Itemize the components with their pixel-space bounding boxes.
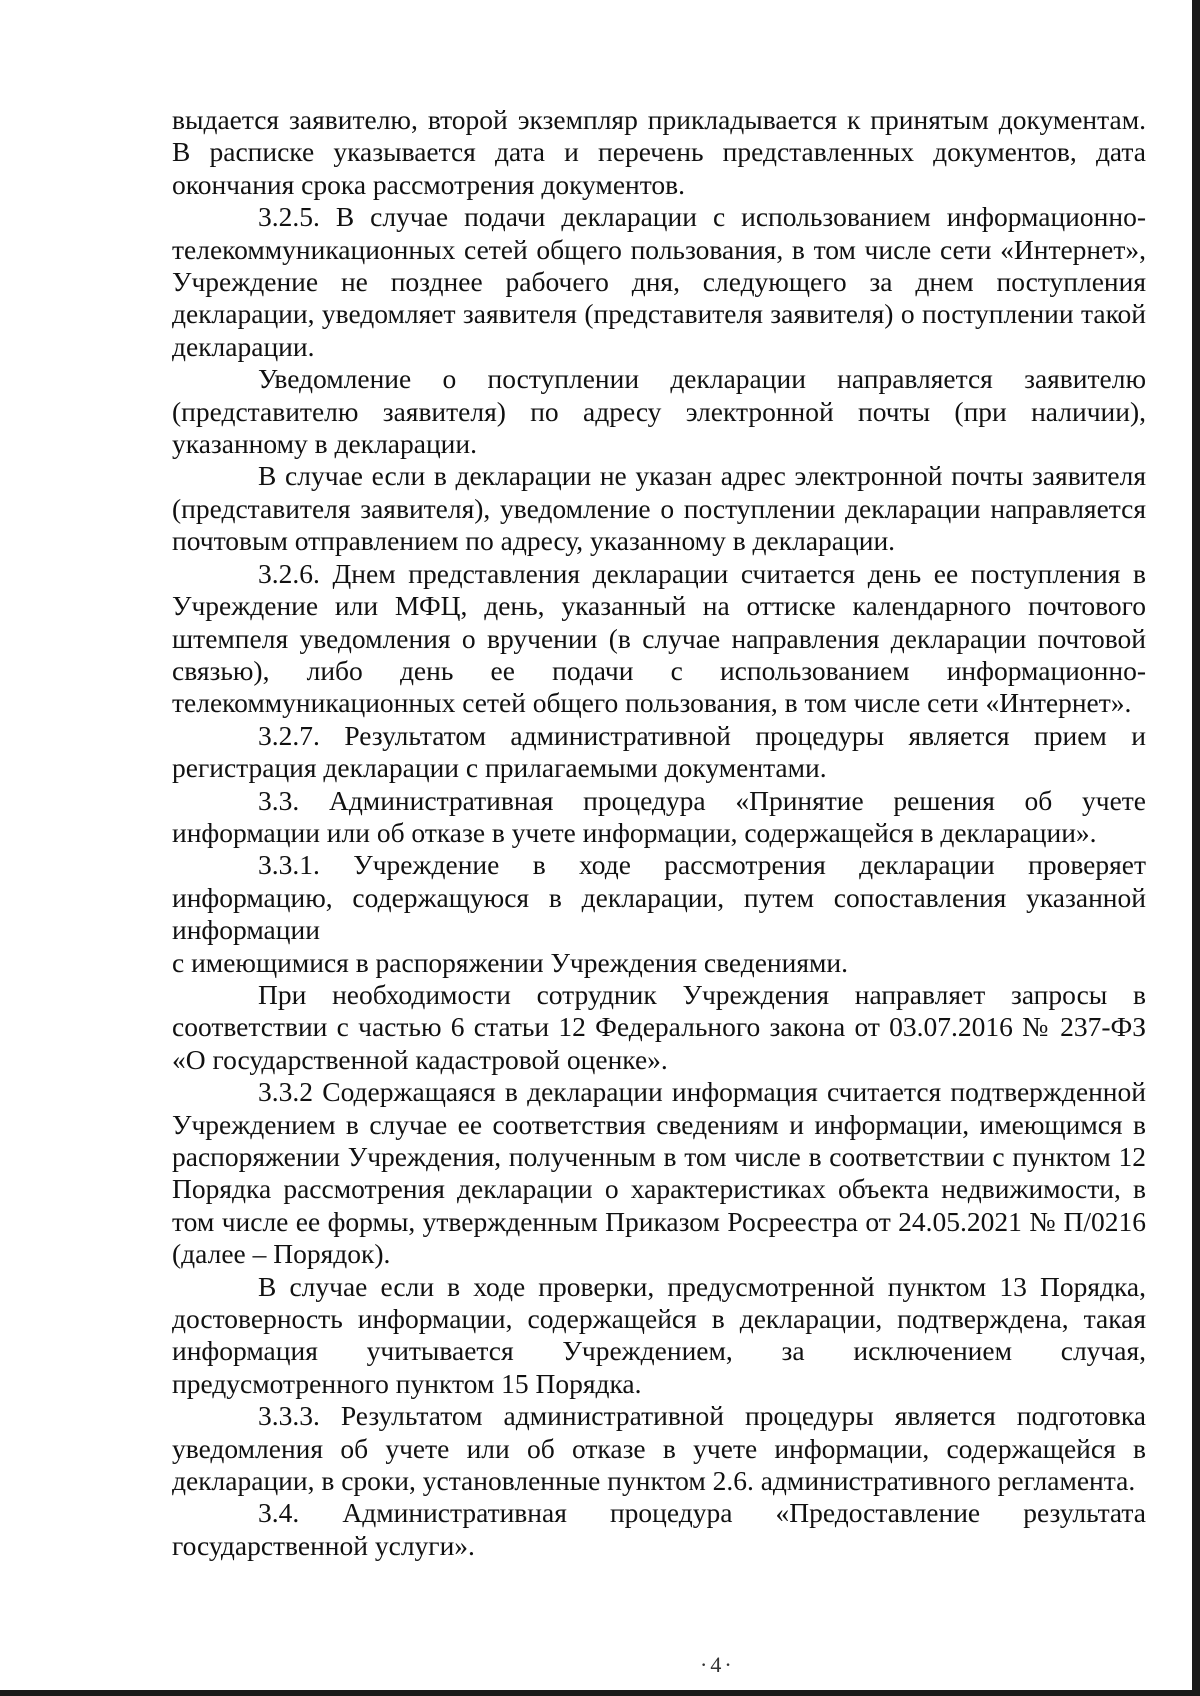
- paragraph-notification-email: Уведомление о поступлении декларации направляется заявителю (представителю заявителя) по адресу электронной почты (при наличии), указанному в декларации.: [172, 363, 1146, 460]
- paragraph-3-3-1-continuation: с имеющимися в распоряжении Учреждения сведениями.: [172, 946, 849, 978]
- paragraph-3-3-2: 3.3.2 Содержащаяся в декларации информация считается подтвержденной Учреждением в случае ее соответствия сведениям и информации, имеющимся в распоряжении Учреждения, полученным в том числе в соответствии с пунктом 12 Порядка рассмотрения декларации о характеристиках объекта недвижимости, в том числе ее формы, утвержденным Приказом Росреестра от 24.05.2021 № П/0216 (далее – Порядок).: [172, 1076, 1146, 1270]
- scan-edge-right: [1192, 0, 1200, 1696]
- paragraph-verification: В случае если в ходе проверки, предусмотренной пунктом 13 Порядка, достоверность информации, содержащейся в декларации, подтверждена, такая информация учитывается Учреждением, за исключением случая, предусмотренного пунктом 15 Порядка.: [172, 1270, 1146, 1399]
- scan-edge-bottom: [0, 1690, 1200, 1696]
- page-number: ·4·: [700, 1652, 735, 1677]
- paragraph-3-2-5: 3.2.5. В случае подачи декларации с использованием информационно-телекоммуникационных сетей общего пользования, в том числе сети «Интернет», Учреждение не позднее рабочего дня, следующего за днем поступления декларации, уведомляет заявителя (представителя заявителя) о поступлении такой декларации.: [172, 201, 1146, 362]
- paragraph-3-2-6: 3.2.6. Днем представления декларации считается день ее поступления в Учреждение или МФЦ, день, указанный на оттиске календарного почтового штемпеля уведомления о вручении (в случае направления декларации почтовой связью), либо день ее подачи с использованием информационно-телекоммуникационных сетей общего пользования, в том числе сети «Интернет».: [172, 557, 1146, 719]
- paragraph-3-3-3: 3.3.3. Результатом административной процедуры является подготовка уведомления об учете или об отказе в учете информации, содержащейся в декларации, в сроки, установленные пунктом 2.6. административного регламента.: [172, 1400, 1146, 1497]
- paragraph-continuation: выдается заявителю, второй экземпляр прикладывается к принятым документам. В расписке указывается дата и перечень представленных документов, дата окончания срока рассмотрения документов.: [172, 104, 1146, 200]
- paragraph-3-3-1: 3.3.1. Учреждение в ходе рассмотрения декларации проверяет информацию, содержащуюся в декларации, путем сопоставления указанной информации: [172, 849, 1146, 946]
- paragraph-3-3: 3.3. Административная процедура «Принятие решения об учете информации или об отказе в учете информации, содержащейся в декларации».: [172, 784, 1146, 848]
- paragraph-3-2-7: 3.2.7. Результатом административной процедуры является прием и регистрация декларации с прилагаемыми документами.: [172, 719, 1146, 784]
- paragraph-3-4: 3.4. Административная процедура «Предоставление результата государственной услуги».: [172, 1497, 1146, 1561]
- paragraph-requests: При необходимости сотрудник Учреждения направляет запросы в соответствии с частью 6 статьи 12 Федерального закона от 03.07.2016 № 237-ФЗ «О государственной кадастровой оценке».: [172, 978, 1146, 1075]
- document-body: [172, 104, 1146, 1562]
- paragraph-notification-post: В случае если в декларации не указан адрес электронной почты заявителя (представителя заявителя), уведомление о поступлении декларации направляется почтовым отправлением по адресу, указанному в декларации.: [172, 460, 1146, 557]
